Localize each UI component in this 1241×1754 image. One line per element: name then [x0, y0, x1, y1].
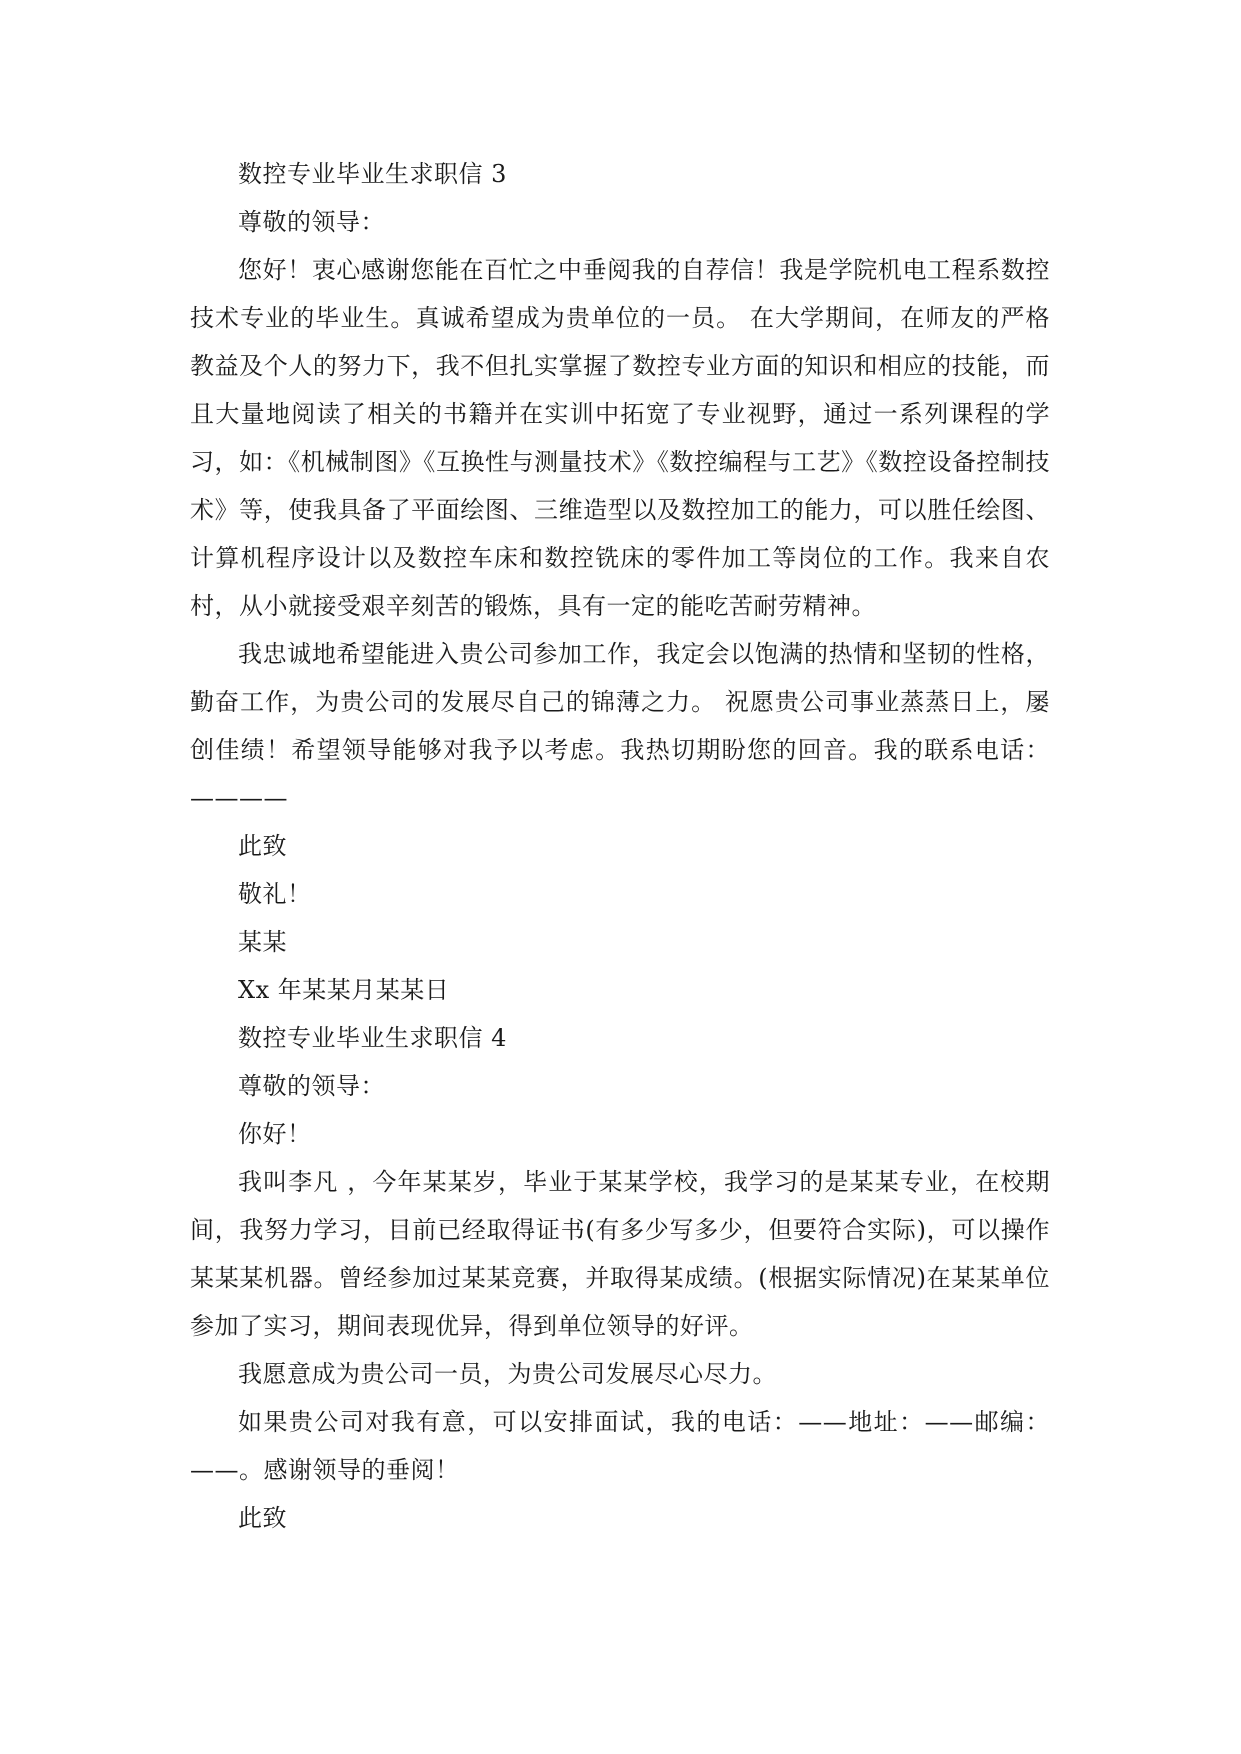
letter4-salutation: 尊敬的领导： — [238, 1072, 385, 1100]
letter3-paragraph-1: 您好！衷心感谢您能在百忙之中垂阅我的自荐信！我是学院机电工程系数控技术专业的毕业生。真诚希望成为贵单位的一员。 在大学期间，在师友的严格教益及个人的努力下，我不但扎实掌握了数控专业方面的知识和相应的技能，而且大量地阅读了相关的书籍并在实训中拓宽了专业视野，通过一系列课程的学习，如：《机械制图》《互换性与测量技术》《数控编程与工艺》《数控设备控制技术》等，使我具备了平面绘图、三维造型以及数控加工的能力，可以胜任绘图、计算机程序设计以及数控车床和数控铣床的零件加工等岗位的工作。我来自农村，从小就接受艰辛刻苦的锻炼，具有一定的能吃苦耐劳精神。 — [190, 256, 1050, 620]
letter4-greeting: 你好！ — [238, 1120, 312, 1148]
letter3-paragraph-2: 我忠诚地希望能进入贵公司参加工作，我定会以饱满的热情和坚韧的性格，勤奋工作，为贵公司的发展尽自己的锦薄之力。 祝愿贵公司事业蒸蒸日上，屡创佳绩！希望领导能够对我予以考虑。我热切期盼您的回音。我的联系电话：———— — [190, 640, 1050, 812]
letter4-paragraph-1: 我叫李凡 ，今年某某岁，毕业于某某学校，我学习的是某某专业，在校期间，我努力学习，目前已经取得证书(有多少写多少，但要符合实际)，可以操作某某某机器。曾经参加过某某竞赛，并取得某成绩。(根据实际情况)在某某单位参加了实习，期间表现优异，得到单位领导的好评。 — [190, 1168, 1050, 1340]
document-page — [190, 150, 1050, 1542]
letter4-paragraph-2: 我愿意成为贵公司一员，为贵公司发展尽心尽力。 — [238, 1360, 777, 1388]
letter3-salutation: 尊敬的领导： — [238, 208, 385, 236]
letter3-signature: 某某 — [238, 928, 287, 956]
letter3-closing: 此致 — [238, 832, 287, 860]
letter4-closing: 此致 — [238, 1504, 287, 1532]
letter3-title: 数控专业毕业生求职信 3 — [238, 160, 507, 188]
letter4-paragraph-3: 如果贵公司对我有意，可以安排面试，我的电话：——地址：——邮编：——。感谢领导的垂阅！ — [190, 1408, 1050, 1484]
letter4-title: 数控专业毕业生求职信 4 — [238, 1024, 507, 1052]
letter3-date: Xx 年某某月某某日 — [238, 976, 450, 1004]
letter3-regards: 敬礼！ — [238, 880, 312, 908]
